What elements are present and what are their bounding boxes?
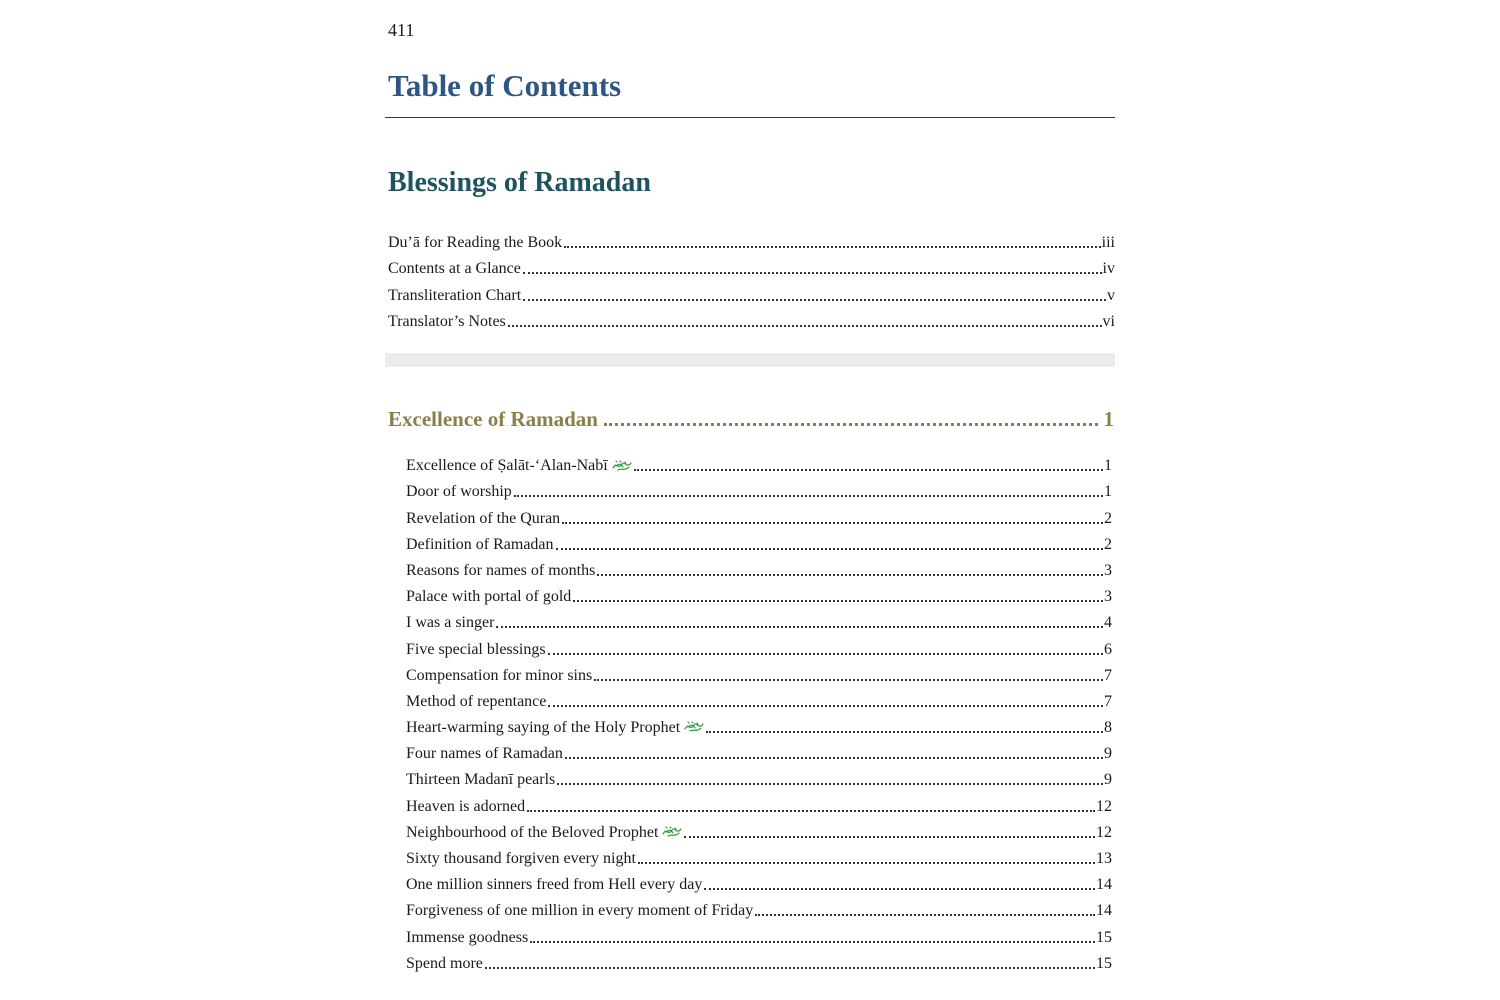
entry-title-text: I was a singer	[406, 614, 495, 632]
dot-leader	[548, 653, 1103, 655]
section-list	[406, 450, 1112, 974]
entry-title-text: Four names of Ramadan	[406, 745, 563, 763]
section-item-page: 2	[1104, 535, 1112, 553]
front-matter-item[interactable]	[388, 227, 1115, 253]
section-item-title	[406, 718, 704, 738]
section-item-page: 1	[1104, 457, 1112, 475]
section-item-page: 15	[1096, 928, 1112, 946]
section-item[interactable]	[406, 790, 1112, 816]
section-item-page: 12	[1096, 823, 1112, 841]
dot-leader	[508, 325, 1102, 327]
dot-leader	[597, 574, 1103, 576]
dot-leader	[706, 731, 1103, 733]
section-item[interactable]	[406, 607, 1112, 633]
section-item-title	[406, 640, 546, 660]
section-item-title	[406, 456, 632, 476]
section-item[interactable]	[406, 869, 1112, 895]
section-item-page: 7	[1104, 666, 1112, 684]
dot-leader	[755, 914, 1095, 916]
chapter-entry[interactable]	[388, 406, 1114, 432]
entry-title-text: Palace with portal of gold	[406, 588, 572, 606]
section-item-title	[406, 954, 483, 974]
section-item-title	[406, 535, 554, 555]
chapter-title: Excellence of Ramadan	[388, 407, 598, 431]
entry-title-text: Immense goodness	[406, 928, 529, 946]
front-matter-item[interactable]	[388, 279, 1115, 305]
dot-leader	[565, 757, 1103, 759]
entry-title-text: Door of worship	[406, 483, 512, 501]
dot-leader	[523, 272, 1102, 274]
front-matter-item[interactable]	[388, 253, 1115, 279]
dot-leader	[496, 626, 1103, 628]
chapter-leader	[604, 423, 1098, 426]
front-matter-item-page: vi	[1102, 312, 1115, 330]
section-item-page: 4	[1104, 614, 1112, 632]
dot-leader	[704, 888, 1095, 890]
heading-divider	[385, 117, 1115, 118]
section-item-title	[406, 692, 546, 712]
section-separator	[385, 353, 1115, 367]
dot-leader	[527, 810, 1095, 812]
section-item[interactable]	[406, 817, 1112, 843]
front-matter-item-page: iii	[1101, 234, 1115, 252]
section-item[interactable]	[406, 948, 1112, 974]
entry-title-text: One million sinners freed from Hell every day	[406, 876, 703, 894]
entry-title-text: Definition of Ramadan	[406, 535, 554, 553]
section-item-title	[406, 928, 528, 948]
section-item[interactable]	[406, 476, 1112, 502]
section-item-page: 12	[1096, 797, 1112, 815]
section-item-page: 14	[1096, 876, 1112, 894]
section-item-title	[406, 613, 494, 633]
entry-title-text: Heaven is adorned	[406, 797, 526, 815]
section-item-title	[406, 770, 555, 790]
entry-title-text: Compensation for minor sins	[406, 666, 593, 684]
section-item-page: 3	[1104, 561, 1112, 579]
dot-leader	[557, 783, 1103, 785]
dot-leader	[594, 679, 1103, 681]
book-title: Blessings of Ramadan	[388, 167, 651, 198]
section-item-page: 13	[1096, 850, 1112, 867]
entry-title-text: Contents at a Glance	[388, 260, 521, 278]
entry-title-text: Five special blessings	[406, 640, 546, 658]
dot-leader	[523, 299, 1106, 301]
section-item-title	[406, 875, 702, 895]
section-item-title	[406, 849, 636, 869]
entry-title-text: Reasons for names of months	[406, 561, 596, 579]
entry-title-text: Du’ā for Reading the Book	[388, 234, 563, 252]
front-matter-item-page: v	[1107, 286, 1115, 304]
salutation-honorific-icon	[684, 719, 704, 733]
page-title: Table of Contents	[388, 68, 622, 103]
section-item-title	[406, 744, 563, 764]
entry-title-text: Transliteration Chart	[388, 286, 522, 304]
dot-leader	[573, 600, 1103, 602]
chapter-page: 1	[1103, 407, 1114, 431]
entry-title-text: Neighbourhood of the Beloved Prophet	[406, 823, 659, 841]
entry-title-text: Spend more	[406, 954, 483, 972]
section-item[interactable]	[406, 921, 1112, 947]
section-item-page: 7	[1104, 692, 1112, 710]
section-item-title	[406, 561, 595, 581]
dot-leader	[548, 705, 1103, 707]
dot-leader	[634, 469, 1103, 471]
section-item[interactable]	[406, 895, 1112, 921]
dot-leader	[530, 941, 1095, 943]
front-matter-item-page: iv	[1102, 260, 1115, 278]
section-item-title	[406, 482, 512, 502]
entry-title-text: Method of repentance	[406, 692, 547, 710]
section-item[interactable]	[406, 764, 1112, 790]
entry-title-text: Revelation of the Quran	[406, 509, 561, 527]
section-item[interactable]	[406, 738, 1112, 764]
section-item-title	[406, 797, 525, 817]
section-item-page: 2	[1104, 509, 1112, 527]
dot-leader	[485, 967, 1095, 969]
salutation-honorific-icon	[662, 824, 682, 838]
section-item[interactable]	[406, 633, 1112, 659]
section-item-page: 15	[1096, 954, 1112, 972]
page-number: 411	[388, 20, 415, 40]
dot-leader	[684, 836, 1095, 838]
section-item-page: 9	[1104, 745, 1112, 763]
section-item-title	[406, 901, 753, 921]
entry-title-text: Excellence of Ṣalāt-‘Alan-Nabī	[406, 457, 608, 475]
section-item-title	[406, 823, 682, 843]
front-matter-item-title	[388, 259, 521, 279]
dot-leader	[638, 862, 1095, 864]
section-item-title	[406, 587, 571, 607]
dot-leader	[514, 495, 1103, 497]
entry-title-text: Heart-warming saying of the Holy Prophet	[406, 719, 681, 737]
section-item-page: 8	[1104, 719, 1112, 737]
section-item-title	[406, 666, 592, 686]
entry-title-text: Thirteen Madanī pearls	[406, 771, 556, 789]
section-item[interactable]	[406, 843, 1112, 869]
entry-title-text: Sixty thousand forgiven every night	[406, 850, 636, 867]
dot-leader	[562, 522, 1103, 524]
section-item[interactable]	[406, 450, 1112, 476]
section-item[interactable]	[406, 555, 1112, 581]
section-item[interactable]	[406, 529, 1112, 555]
dot-leader	[564, 246, 1100, 248]
front-matter-list	[388, 227, 1115, 332]
front-matter-item-title	[388, 233, 562, 253]
front-matter-item[interactable]	[388, 306, 1115, 332]
section-item[interactable]	[406, 686, 1112, 712]
section-item-page: 14	[1096, 902, 1112, 920]
section-item-page: 9	[1104, 771, 1112, 789]
entry-title-text: Translator’s Notes	[388, 312, 506, 330]
section-item-page: 1	[1104, 483, 1112, 501]
front-matter-item-title	[388, 312, 506, 332]
section-item-page: 3	[1104, 588, 1112, 606]
section-item[interactable]	[406, 712, 1112, 738]
section-item[interactable]	[406, 502, 1112, 528]
section-item[interactable]	[406, 660, 1112, 686]
salutation-honorific-icon	[612, 458, 632, 472]
section-item-title	[406, 509, 560, 529]
dot-leader	[556, 548, 1103, 550]
entry-title-text: Forgiveness of one million in every moment of Friday	[406, 902, 754, 920]
section-item-page: 6	[1104, 640, 1112, 658]
front-matter-item-title	[388, 286, 521, 306]
section-item[interactable]	[406, 581, 1112, 607]
